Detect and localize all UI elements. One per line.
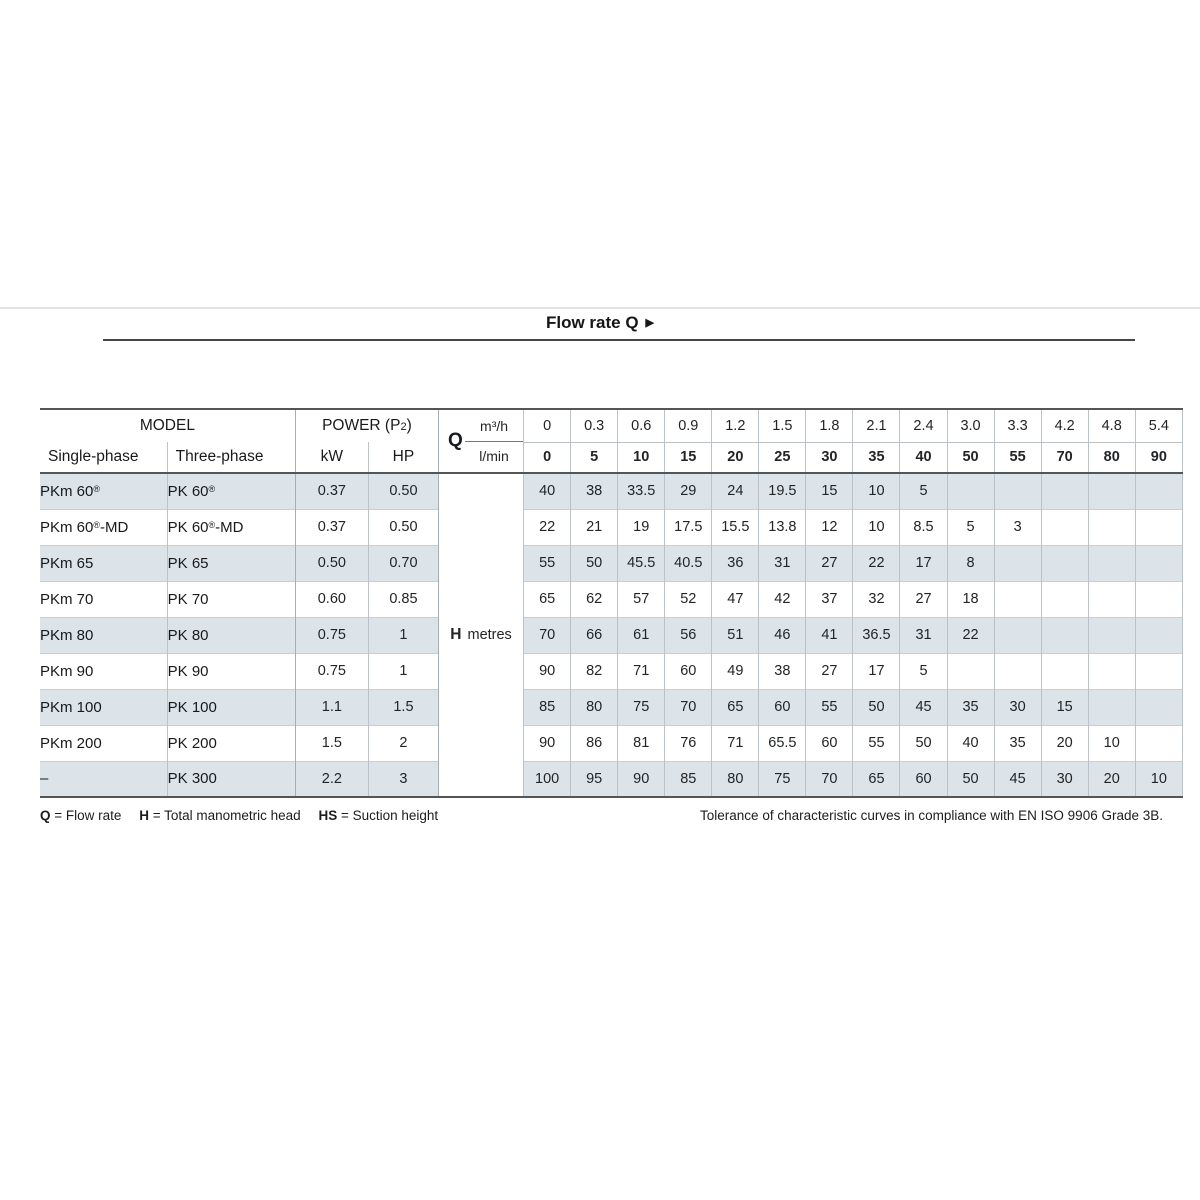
flow-m3h-value: 1.8	[806, 409, 853, 442]
flow-lmin-value: 50	[947, 442, 994, 473]
single-model-cell	[40, 617, 167, 653]
head-value: 22	[853, 545, 900, 581]
hp-value: 1	[368, 617, 438, 653]
head-value: 55	[524, 545, 571, 581]
single-model-cell	[40, 545, 167, 581]
unit-m3h-label: m³/h	[465, 410, 523, 442]
head-value	[994, 581, 1041, 617]
single-model-base: PKm 60	[40, 518, 94, 536]
head-value	[1135, 581, 1182, 617]
head-value: 20	[1041, 725, 1088, 761]
head-value	[1088, 581, 1135, 617]
h-unit-label: metres	[467, 627, 512, 643]
kw-value: 2.2	[295, 761, 368, 797]
flow-lmin-value: 25	[759, 442, 806, 473]
page-title	[0, 313, 1200, 333]
flow-m3h-value: 1.2	[712, 409, 759, 442]
pump-performance-table	[40, 408, 1183, 798]
head-value: 62	[571, 581, 618, 617]
head-value: 38	[759, 653, 806, 689]
q-units	[465, 410, 523, 472]
table-row	[40, 473, 1183, 509]
table-row	[40, 509, 1183, 545]
single-model-cell	[40, 689, 167, 725]
head-value: 17.5	[665, 509, 712, 545]
head-value	[947, 653, 994, 689]
single-model-cell	[40, 761, 167, 797]
head-value: 45	[900, 689, 947, 725]
head-value	[994, 653, 1041, 689]
head-value	[1088, 653, 1135, 689]
single-phase-header: Single-phase	[48, 448, 139, 466]
head-value: 50	[900, 725, 947, 761]
head-value	[1088, 473, 1135, 509]
head-value: 27	[806, 653, 853, 689]
legend-h-text: = Total manometric head	[152, 808, 301, 823]
flow-lmin-value: 40	[900, 442, 947, 473]
legend-item-q	[40, 808, 121, 823]
single-model-base: PKm 65	[40, 554, 94, 572]
single-model-base: PKm 60	[40, 482, 94, 500]
head-value: 30	[1041, 761, 1088, 797]
head-value: 65	[712, 689, 759, 725]
model-group-header: MODEL	[139, 417, 195, 435]
table-header	[40, 409, 1183, 473]
legend-item-hs	[318, 808, 438, 823]
head-value: 57	[618, 581, 665, 617]
head-value: 82	[571, 653, 618, 689]
head-value	[1041, 545, 1088, 581]
head-value: 49	[712, 653, 759, 689]
head-value: 80	[571, 689, 618, 725]
flow-lmin-value: 20	[712, 442, 759, 473]
head-value: 37	[806, 581, 853, 617]
legend-q-label: Q	[40, 808, 51, 823]
kw-value: 0.37	[295, 509, 368, 545]
head-value: 36	[712, 545, 759, 581]
right-arrow-icon: ▶	[645, 317, 655, 329]
head-value: 85	[665, 761, 712, 797]
head-value: 45	[994, 761, 1041, 797]
three-model-cell	[167, 689, 295, 725]
head-value	[1135, 689, 1182, 725]
kw-value: 0.50	[295, 545, 368, 581]
legend-hs-label: HS	[318, 808, 338, 823]
head-value: 95	[571, 761, 618, 797]
header-row-groups	[40, 409, 1183, 442]
three-model-base: PK 65	[167, 554, 209, 572]
kw-value: 0.75	[295, 653, 368, 689]
head-value: 60	[665, 653, 712, 689]
flow-lmin-value: 30	[806, 442, 853, 473]
three-model-base: PK 80	[167, 626, 209, 644]
three-model-cell	[167, 545, 295, 581]
hp-value: 0.85	[368, 581, 438, 617]
q-label: Q	[448, 430, 463, 451]
head-value: 65.5	[759, 725, 806, 761]
flow-m3h-value: 2.4	[900, 409, 947, 442]
three-phase-header: Three-phase	[167, 442, 295, 473]
head-value: 81	[618, 725, 665, 761]
table-body	[40, 473, 1183, 797]
head-value: 19.5	[759, 473, 806, 509]
unit-lmin-label: l/min	[479, 448, 509, 464]
head-value: 65	[853, 761, 900, 797]
head-value: 71	[712, 725, 759, 761]
table-row	[40, 617, 1183, 653]
head-value: 40.5	[665, 545, 712, 581]
page-title-text: Flow rate Q	[545, 313, 639, 332]
head-value: 55	[853, 725, 900, 761]
single-model-base: PKm 200	[40, 734, 102, 752]
header-row-units	[40, 442, 1183, 473]
flow-m3h-value: 3.3	[994, 409, 1041, 442]
head-value: 27	[806, 545, 853, 581]
flow-lmin-value: 35	[853, 442, 900, 473]
single-model-base: PKm 100	[40, 698, 102, 716]
head-value: 71	[618, 653, 665, 689]
flow-m3h-value: 5.4	[1135, 409, 1182, 442]
head-value: 60	[759, 689, 806, 725]
head-value: 29	[665, 473, 712, 509]
single-model-sup: ®	[93, 483, 100, 494]
head-value: 5	[947, 509, 994, 545]
head-value: 90	[618, 761, 665, 797]
head-value: 10	[1088, 725, 1135, 761]
three-model-cell	[167, 725, 295, 761]
three-model-base: PK 90	[167, 662, 209, 680]
head-value: 36.5	[853, 617, 900, 653]
head-value: 15	[1041, 689, 1088, 725]
flow-m3h-value: 0.6	[618, 409, 665, 442]
head-value: 50	[947, 761, 994, 797]
head-value: 18	[947, 581, 994, 617]
head-value: 52	[665, 581, 712, 617]
head-value: 90	[524, 725, 571, 761]
head-value: 70	[806, 761, 853, 797]
head-value: 61	[618, 617, 665, 653]
single-model-base: PKm 80	[40, 626, 94, 644]
footer-legend	[40, 808, 452, 823]
three-model-base: PK 60	[167, 482, 209, 500]
head-value: 55	[806, 689, 853, 725]
legend-hs-text: = Suction height	[340, 808, 439, 823]
table-row	[40, 761, 1183, 797]
head-value: 85	[524, 689, 571, 725]
flow-m3h-value: 2.1	[853, 409, 900, 442]
head-value	[1135, 653, 1182, 689]
hp-value: 0.50	[368, 473, 438, 509]
head-value	[1135, 509, 1182, 545]
three-model-cell	[167, 653, 295, 689]
head-value	[1088, 689, 1135, 725]
table-row	[40, 689, 1183, 725]
head-value: 47	[712, 581, 759, 617]
head-value: 32	[853, 581, 900, 617]
head-value	[994, 617, 1041, 653]
three-model-base: PK 300	[167, 770, 217, 788]
head-value: 42	[759, 581, 806, 617]
head-value	[1135, 473, 1182, 509]
q-header-layout	[439, 410, 523, 472]
head-value	[1135, 617, 1182, 653]
flow-lmin-value: 5	[571, 442, 618, 473]
flow-m3h-value: 4.8	[1088, 409, 1135, 442]
head-value: 22	[947, 617, 994, 653]
head-value: 66	[571, 617, 618, 653]
three-model-sup: ®	[208, 483, 216, 494]
three-model-cell	[167, 761, 295, 797]
single-model-cell	[40, 509, 167, 545]
head-value: 46	[759, 617, 806, 653]
head-value	[947, 473, 994, 509]
table-row	[40, 725, 1183, 761]
head-value: 90	[524, 653, 571, 689]
head-value	[1135, 725, 1182, 761]
hp-header: HP	[368, 442, 438, 473]
head-value: 50	[571, 545, 618, 581]
head-value: 20	[1088, 761, 1135, 797]
head-value: 45.5	[618, 545, 665, 581]
power-group-header	[295, 409, 438, 442]
head-value: 10	[853, 509, 900, 545]
three-model-cell	[167, 617, 295, 653]
legend-item-h	[139, 808, 300, 823]
table-row	[40, 545, 1183, 581]
head-value: 40	[947, 725, 994, 761]
q-header-cell	[439, 409, 524, 473]
head-value: 15	[806, 473, 853, 509]
kw-header: kW	[295, 442, 368, 473]
legend-q-text: = Flow rate	[54, 808, 122, 823]
flow-lmin-value: 80	[1088, 442, 1135, 473]
tolerance-note: Tolerance of characteristic curves in compliance with EN ISO 9906 Grade 3B.	[700, 808, 1163, 823]
page-top-divider	[0, 307, 1200, 309]
head-value: 65	[524, 581, 571, 617]
flow-m3h-value: 1.5	[759, 409, 806, 442]
head-value	[1041, 473, 1088, 509]
head-value: 60	[900, 761, 947, 797]
title-underline	[103, 339, 1135, 341]
single-model-tail: -MD	[100, 518, 129, 536]
head-value: 19	[618, 509, 665, 545]
head-value	[1088, 545, 1135, 581]
head-value: 27	[900, 581, 947, 617]
head-value: 38	[571, 473, 618, 509]
flow-m3h-value: 0.9	[665, 409, 712, 442]
head-value: 80	[712, 761, 759, 797]
hp-value: 1.5	[368, 689, 438, 725]
head-value: 56	[665, 617, 712, 653]
head-value: 22	[524, 509, 571, 545]
hp-value: 0.70	[368, 545, 438, 581]
head-value: 40	[524, 473, 571, 509]
head-value: 100	[524, 761, 571, 797]
head-value	[1041, 617, 1088, 653]
head-value	[994, 545, 1041, 581]
single-model-base: PKm 70	[40, 590, 94, 608]
hp-value: 2	[368, 725, 438, 761]
head-value: 60	[806, 725, 853, 761]
single-model-base: PKm 90	[40, 662, 94, 680]
head-value: 12	[806, 509, 853, 545]
head-value: 3	[994, 509, 1041, 545]
head-value: 17	[900, 545, 947, 581]
single-model-sup: ®	[93, 519, 100, 530]
head-value	[1041, 653, 1088, 689]
head-value: 30	[994, 689, 1041, 725]
three-model-cell	[167, 509, 295, 545]
flow-m3h-value: 0.3	[571, 409, 618, 442]
head-value: 41	[806, 617, 853, 653]
kw-value: 1.5	[295, 725, 368, 761]
flow-lmin-value: 70	[1041, 442, 1088, 473]
flow-lmin-value: 0	[543, 449, 552, 466]
head-value: 21	[571, 509, 618, 545]
kw-value: 1.1	[295, 689, 368, 725]
head-value: 13.8	[759, 509, 806, 545]
three-model-sup: ®	[208, 519, 216, 530]
head-value: 86	[571, 725, 618, 761]
single-model-cell	[40, 473, 167, 509]
three-model-cell	[167, 581, 295, 617]
single-model-cell	[40, 653, 167, 689]
flow-lmin-value: 55	[994, 442, 1041, 473]
legend-h-label: H	[139, 808, 149, 823]
head-value: 17	[853, 653, 900, 689]
three-model-tail: -MD	[215, 518, 244, 536]
power-label-prefix: POWER (P	[322, 417, 401, 435]
single-model-cell	[40, 725, 167, 761]
head-value: 10	[853, 473, 900, 509]
flow-lmin-value: 90	[1135, 442, 1182, 473]
three-model-base: PK 60	[167, 518, 209, 536]
head-value: 33.5	[618, 473, 665, 509]
head-value	[1041, 509, 1088, 545]
flow-lmin-value: 10	[618, 442, 665, 473]
head-value: 76	[665, 725, 712, 761]
table-row	[40, 653, 1183, 689]
three-model-cell	[167, 473, 295, 509]
flow-m3h-value: 0	[524, 409, 571, 442]
kw-value: 0.60	[295, 581, 368, 617]
table-row	[40, 581, 1183, 617]
head-value	[1041, 581, 1088, 617]
head-value: 24	[712, 473, 759, 509]
flow-m3h-value: 4.2	[1041, 409, 1088, 442]
head-value: 10	[1135, 761, 1182, 797]
head-value: 35	[994, 725, 1041, 761]
head-value	[1135, 545, 1182, 581]
head-value: 31	[900, 617, 947, 653]
single-model-base: –	[40, 770, 49, 788]
hp-value: 0.50	[368, 509, 438, 545]
head-value	[994, 473, 1041, 509]
head-value: 51	[712, 617, 759, 653]
head-value: 5	[900, 653, 947, 689]
head-value: 75	[618, 689, 665, 725]
power-label-subscript: 2	[400, 421, 407, 434]
head-value	[1088, 617, 1135, 653]
kw-value: 0.75	[295, 617, 368, 653]
single-model-cell	[40, 581, 167, 617]
h-metres-cell	[439, 473, 524, 797]
flow-lmin-value: 15	[665, 442, 712, 473]
power-label-suffix: )	[406, 417, 412, 435]
three-model-base: PK 70	[167, 590, 209, 608]
kw-value: 0.37	[295, 473, 368, 509]
head-value: 50	[853, 689, 900, 725]
head-value: 70	[665, 689, 712, 725]
head-value: 8	[947, 545, 994, 581]
hp-value: 3	[368, 761, 438, 797]
hp-value: 1	[368, 653, 438, 689]
head-value: 15.5	[712, 509, 759, 545]
head-value: 8.5	[900, 509, 947, 545]
head-value: 31	[759, 545, 806, 581]
head-value	[1088, 509, 1135, 545]
head-value: 70	[524, 617, 571, 653]
head-value: 5	[900, 473, 947, 509]
three-model-base: PK 100	[167, 698, 217, 716]
h-label: H	[450, 626, 462, 643]
three-model-base: PK 200	[167, 734, 217, 752]
head-value: 35	[947, 689, 994, 725]
flow-m3h-value: 3.0	[947, 409, 994, 442]
head-value: 75	[759, 761, 806, 797]
